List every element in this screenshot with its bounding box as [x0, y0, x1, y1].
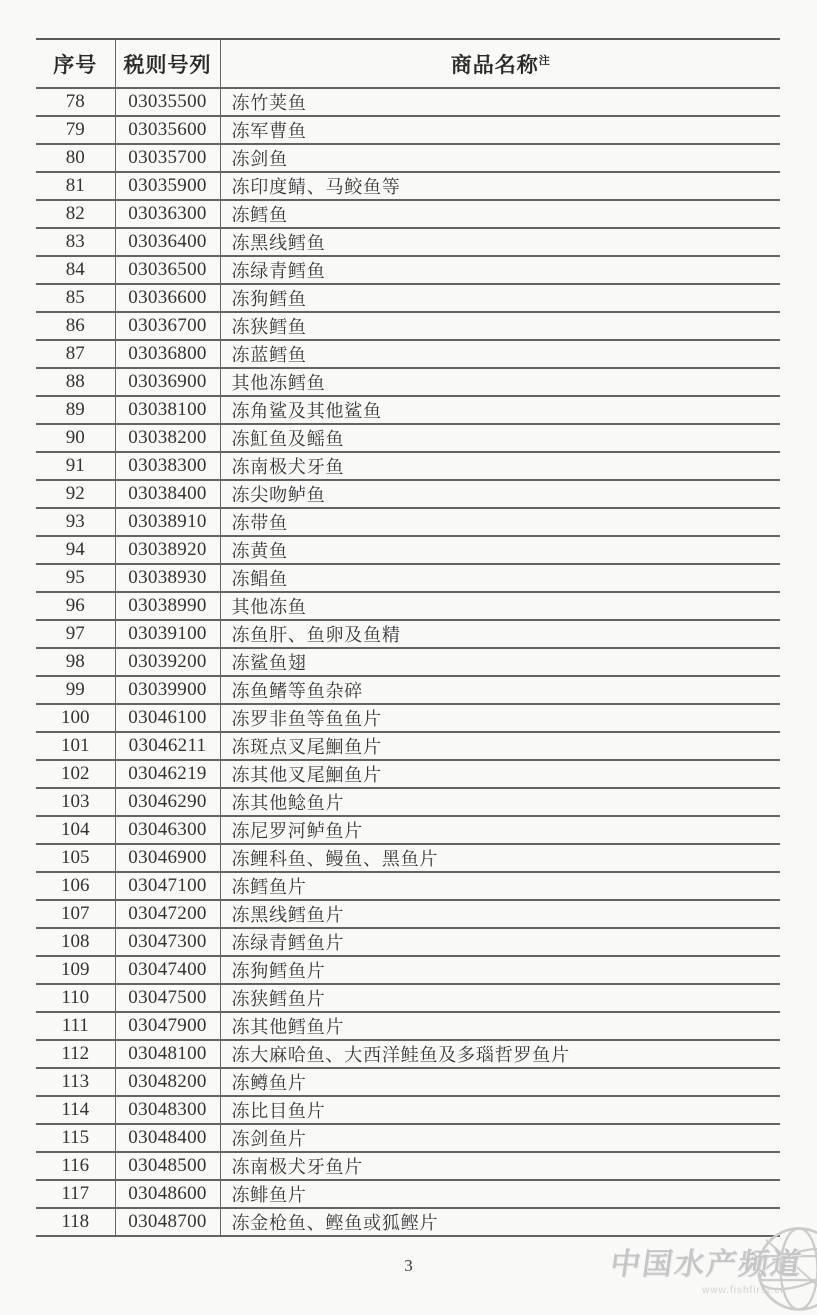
cell-no: 84: [36, 256, 115, 284]
cell-no: 105: [36, 844, 115, 872]
cell-name: 冻鲱鱼片: [231, 1185, 307, 1205]
cell-code: 03047900: [115, 1012, 220, 1040]
cell-no: 93: [36, 508, 115, 536]
table-row: [36, 536, 780, 564]
cell-name: 其他冻鳕鱼: [231, 373, 326, 393]
cell-no: 112: [36, 1040, 115, 1068]
cell-code: 03047300: [115, 928, 220, 956]
cell-name: 冻鳟鱼片: [231, 1073, 307, 1093]
cell-name: 冻狭鳕鱼片: [231, 989, 326, 1009]
cell-code: 03035900: [115, 172, 220, 200]
cell-code: 03036600: [115, 284, 220, 312]
cell-code: 03039200: [115, 648, 220, 676]
cell-code: 03036900: [115, 368, 220, 396]
cell-no: 104: [36, 816, 115, 844]
cell-name: 冻狗鳕鱼: [231, 289, 307, 309]
table-row: [36, 956, 780, 984]
table-row: [36, 872, 780, 900]
cell-code: 03047400: [115, 956, 220, 984]
cell-name: 冻军曹鱼: [231, 121, 307, 141]
cell-name: 冻鲨鱼翅: [231, 653, 307, 673]
table-header: [36, 39, 780, 88]
table-row: [36, 676, 780, 704]
table-row: [36, 844, 780, 872]
table-row: [36, 788, 780, 816]
cell-code: 03047200: [115, 900, 220, 928]
cell-no: 95: [36, 564, 115, 592]
watermark-title: 中国水产频道: [608, 1248, 805, 1281]
cell-name: 冻魟鱼及鳐鱼: [231, 429, 345, 449]
cell-name: 冻绿青鳕鱼片: [231, 933, 345, 953]
table-row: [36, 760, 780, 788]
cell-name: 冻金枪鱼、鲣鱼或狐鲣片: [231, 1213, 439, 1233]
cell-code: 03036400: [115, 228, 220, 256]
tariff-table: [36, 38, 780, 1237]
cell-no: 118: [36, 1208, 115, 1236]
header-name-label: 商品名称: [450, 52, 539, 77]
cell-code: 03048600: [115, 1180, 220, 1208]
cell-no: 80: [36, 144, 115, 172]
cell-name: 冻斑点叉尾鮰鱼片: [231, 737, 382, 757]
cell-no: 90: [36, 424, 115, 452]
cell-code: 03046219: [115, 760, 220, 788]
cell-code: 03038910: [115, 508, 220, 536]
cell-code: 03038300: [115, 452, 220, 480]
cell-no: 78: [36, 88, 115, 116]
cell-no: 87: [36, 340, 115, 368]
cell-no: 116: [36, 1152, 115, 1180]
cell-name: 冻鲤科鱼、鳗鱼、黑鱼片: [231, 849, 439, 869]
cell-name: 冻鱼肝、鱼卵及鱼精: [231, 625, 401, 645]
cell-name: 冻鱼鳍等鱼杂碎: [231, 681, 364, 701]
table-row: [36, 928, 780, 956]
cell-name: 冻剑鱼片: [231, 1129, 307, 1149]
cell-code: 03048100: [115, 1040, 220, 1068]
table-row: [36, 452, 780, 480]
table-row: [36, 1180, 780, 1208]
cell-no: 92: [36, 480, 115, 508]
cell-no: 109: [36, 956, 115, 984]
cell-code: 03038400: [115, 480, 220, 508]
cell-code: 03038100: [115, 396, 220, 424]
cell-code: 03046300: [115, 816, 220, 844]
cell-no: 117: [36, 1180, 115, 1208]
table-row: [36, 1096, 780, 1124]
cell-code: 03047500: [115, 984, 220, 1012]
header-name-note: 注: [538, 54, 550, 67]
table-row: [36, 312, 780, 340]
cell-code: 03046211: [115, 732, 220, 760]
cell-no: 88: [36, 368, 115, 396]
cell-name: 冻尖吻鲈鱼: [231, 485, 326, 505]
cell-name: 冻鳕鱼片: [231, 877, 307, 897]
cell-no: 97: [36, 620, 115, 648]
cell-name: 冻绿青鳕鱼: [231, 261, 326, 281]
table-row: [36, 340, 780, 368]
cell-no: 82: [36, 200, 115, 228]
table-row: [36, 1040, 780, 1068]
cell-code: 03048700: [115, 1208, 220, 1236]
cell-name: 冻南极犬牙鱼片: [231, 1157, 364, 1177]
cell-no: 99: [36, 676, 115, 704]
cell-name: 冻其他叉尾鮰鱼片: [231, 765, 382, 785]
cell-code: 03048300: [115, 1096, 220, 1124]
cell-no: 106: [36, 872, 115, 900]
cell-no: 81: [36, 172, 115, 200]
cell-no: 89: [36, 396, 115, 424]
cell-no: 107: [36, 900, 115, 928]
table-row: [36, 1068, 780, 1096]
cell-name: 冻鳕鱼: [231, 205, 288, 225]
cell-no: 114: [36, 1096, 115, 1124]
cell-no: 100: [36, 704, 115, 732]
cell-code: 03035500: [115, 88, 220, 116]
cell-code: 03035600: [115, 116, 220, 144]
cell-code: 03047100: [115, 872, 220, 900]
cell-code: 03048200: [115, 1068, 220, 1096]
cell-no: 110: [36, 984, 115, 1012]
cell-code: 03036500: [115, 256, 220, 284]
cell-code: 03038200: [115, 424, 220, 452]
cell-no: 101: [36, 732, 115, 760]
table-row: [36, 508, 780, 536]
table-row: [36, 172, 780, 200]
cell-name: 冻黑线鳕鱼: [231, 233, 326, 253]
cell-name: 冻罗非鱼等鱼鱼片: [231, 709, 382, 729]
cell-code: 03039900: [115, 676, 220, 704]
header-cell-name: [220, 39, 780, 88]
table-row: [36, 704, 780, 732]
cell-no: 111: [36, 1012, 115, 1040]
cell-name: 冻鲳鱼: [231, 569, 288, 589]
cell-code: 03038930: [115, 564, 220, 592]
cell-name: 冻竹荚鱼: [231, 93, 307, 113]
cell-code: 03046290: [115, 788, 220, 816]
cell-no: 98: [36, 648, 115, 676]
cell-code: 03038990: [115, 592, 220, 620]
table-row: [36, 564, 780, 592]
table-row: [36, 200, 780, 228]
table-row: [36, 424, 780, 452]
cell-no: 96: [36, 592, 115, 620]
cell-name: 冻大麻哈鱼、大西洋鲑鱼及多瑙哲罗鱼片: [231, 1045, 570, 1065]
cell-name: 冻南极犬牙鱼: [231, 457, 345, 477]
cell-code: 03046900: [115, 844, 220, 872]
cell-code: 03038920: [115, 536, 220, 564]
cell-no: 91: [36, 452, 115, 480]
cell-no: 108: [36, 928, 115, 956]
table-row: [36, 592, 780, 620]
cell-name: 冻其他鲶鱼片: [231, 793, 345, 813]
table-row: [36, 732, 780, 760]
table-row: [36, 284, 780, 312]
cell-code: 03048400: [115, 1124, 220, 1152]
cell-code: 03036300: [115, 200, 220, 228]
cell-no: 86: [36, 312, 115, 340]
cell-no: 94: [36, 536, 115, 564]
cell-code: 03039100: [115, 620, 220, 648]
cell-no: 85: [36, 284, 115, 312]
cell-code: 03035700: [115, 144, 220, 172]
cell-no: 103: [36, 788, 115, 816]
cell-name: 其他冻鱼: [231, 597, 307, 617]
cell-code: 03048500: [115, 1152, 220, 1180]
cell-code: 03046100: [115, 704, 220, 732]
table-row: [36, 1208, 780, 1236]
page-number: 3: [404, 1256, 413, 1275]
table-row: [36, 256, 780, 284]
cell-name: 冻狗鳕鱼片: [231, 961, 326, 981]
cell-name: 冻蓝鳕鱼: [231, 345, 307, 365]
cell-name: 冻黑线鳕鱼片: [231, 905, 345, 925]
table-row: [36, 116, 780, 144]
table-row: [36, 1124, 780, 1152]
table-row: [36, 1012, 780, 1040]
cell-name: 冻其他鳕鱼片: [231, 1017, 345, 1037]
watermark-url: www.fishfirst.cn: [702, 1285, 787, 1296]
table-row: [36, 816, 780, 844]
tariff-table-wrap: [36, 38, 780, 1237]
cell-no: 83: [36, 228, 115, 256]
header-cell-no: 序号: [36, 39, 115, 88]
table-row: [36, 984, 780, 1012]
cell-name: 冻印度鲭、马鲛鱼等: [231, 177, 401, 197]
cell-name: 冻比目鱼片: [231, 1101, 326, 1121]
cell-code: 03036700: [115, 312, 220, 340]
cell-no: 115: [36, 1124, 115, 1152]
cell-code: 03036800: [115, 340, 220, 368]
cell-name: 冻带鱼: [231, 513, 288, 533]
cell-name: 冻剑鱼: [231, 149, 288, 169]
table-row: [36, 396, 780, 424]
table-body: [36, 88, 780, 1236]
table-row: [36, 900, 780, 928]
cell-name: 冻狭鳕鱼: [231, 317, 307, 337]
header-row: [36, 39, 780, 88]
table-row: [36, 648, 780, 676]
cell-name: 冻黄鱼: [231, 541, 288, 561]
table-row: [36, 228, 780, 256]
cell-name: 冻尼罗河鲈鱼片: [231, 821, 364, 841]
table-row: [36, 480, 780, 508]
cell-name: 冻角鲨及其他鲨鱼: [231, 401, 382, 421]
cell-no: 113: [36, 1068, 115, 1096]
cell-no: 79: [36, 116, 115, 144]
table-row: [36, 144, 780, 172]
table-row: [36, 368, 780, 396]
table-row: [36, 88, 780, 116]
header-cell-code: 税则号列: [115, 39, 220, 88]
table-row: [36, 620, 780, 648]
table-row: [36, 1152, 780, 1180]
cell-no: 102: [36, 760, 115, 788]
